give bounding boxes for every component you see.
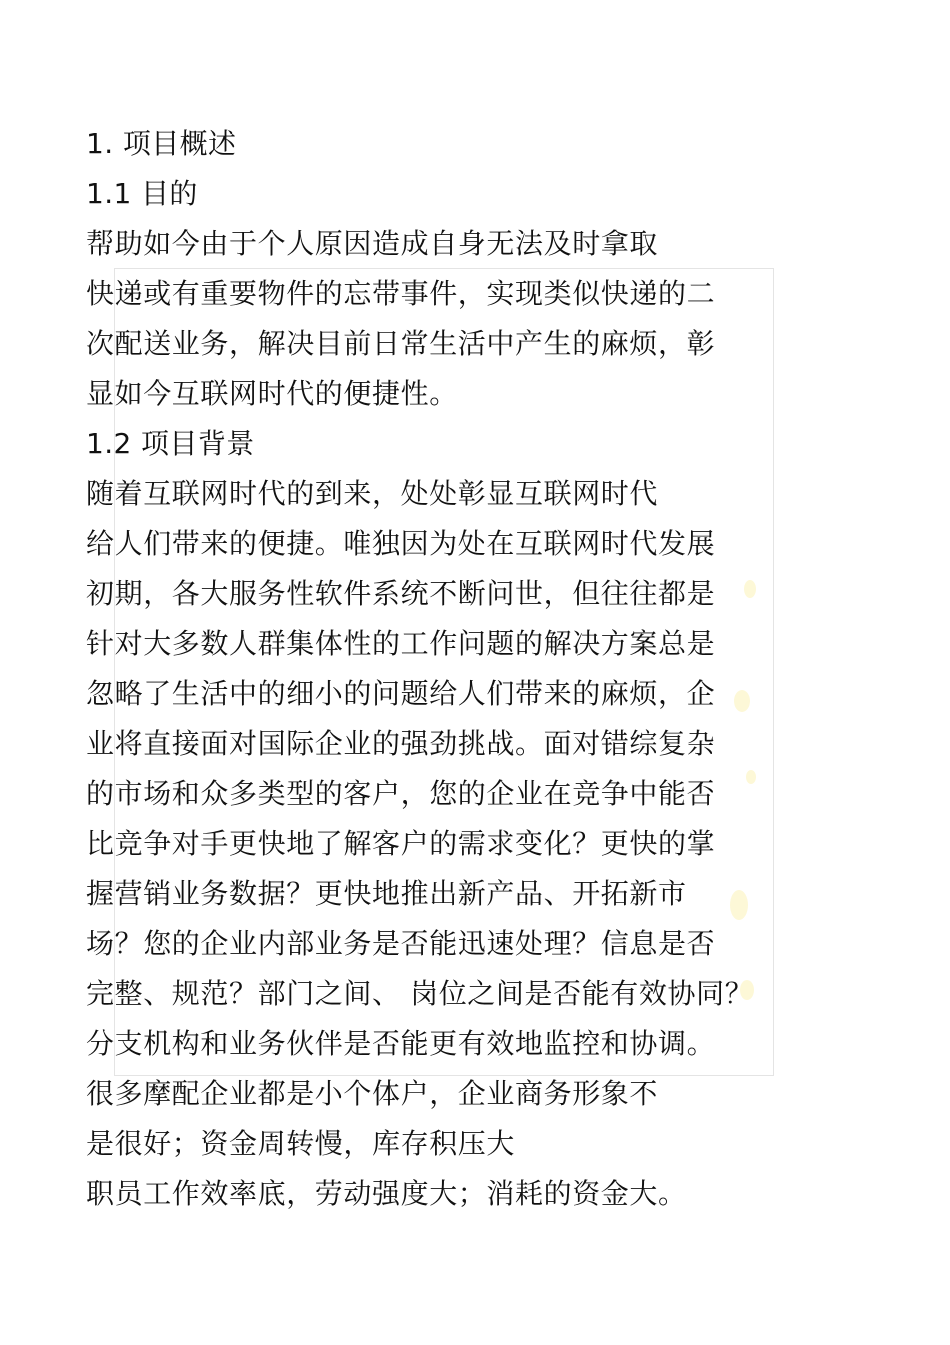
- paragraph-line: 快递或有重要物件的忘带事件，实现类似快递的二: [86, 277, 716, 310]
- paragraph-line: 显如今互联网时代的便捷性。: [86, 377, 458, 410]
- paragraph-line: 很多摩配企业都是小个体户，企业商务形象不: [86, 1077, 659, 1110]
- paragraph-line: 分支机构和业务伙伴是否能更有效地监控和协调。: [86, 1027, 716, 1060]
- paragraph-line: 给人们带来的便捷。唯独因为处在互联网时代发展: [86, 527, 716, 560]
- paragraph-line: 帮助如今由于个人原因造成自身无法及时拿取: [86, 227, 659, 260]
- paragraph-line: 比竞争对手更快地了解客户的需求变化？更快的掌: [86, 827, 716, 860]
- section-heading: 1. 项目概述: [86, 127, 237, 160]
- subsection-heading-background: 1.2 项目背景: [86, 427, 255, 460]
- paragraph-line: 业将直接面对国际企业的强劲挑战。面对错综复杂: [86, 727, 716, 760]
- paragraph-line: 是很好；资金周转慢，库存积压大: [86, 1127, 516, 1160]
- paragraph-line: 场？您的企业内部业务是否能迅速处理？信息是否: [86, 927, 716, 960]
- paragraph-line: 针对大多数人群集体性的工作问题的解决方案总是: [86, 627, 716, 660]
- paragraph-line: 握营销业务数据？更快地推出新产品、开拓新市: [86, 877, 687, 910]
- paragraph-line: 次配送业务，解决目前日常生活中产生的麻烦，彰: [86, 327, 716, 360]
- paragraph-line: 随着互联网时代的到来，处处彰显互联网时代: [86, 477, 659, 510]
- paragraph-line: 忽略了生活中的细小的问题给人们带来的麻烦，企: [86, 677, 716, 710]
- paragraph-line: 初期，各大服务性软件系统不断问世，但往往都是: [86, 577, 716, 610]
- subsection-heading-purpose: 1.1 目的: [86, 177, 198, 210]
- paragraph-line: 的市场和众多类型的客户，您的企业在竞争中能否: [86, 777, 716, 810]
- paragraph-line: 职员工作效率底，劳动强度大；消耗的资金大。: [86, 1177, 687, 1210]
- watermark: [726, 560, 756, 1020]
- paragraph-line: 完整、规范？部门之间、 岗位之间是否能有效协同？: [86, 977, 754, 1010]
